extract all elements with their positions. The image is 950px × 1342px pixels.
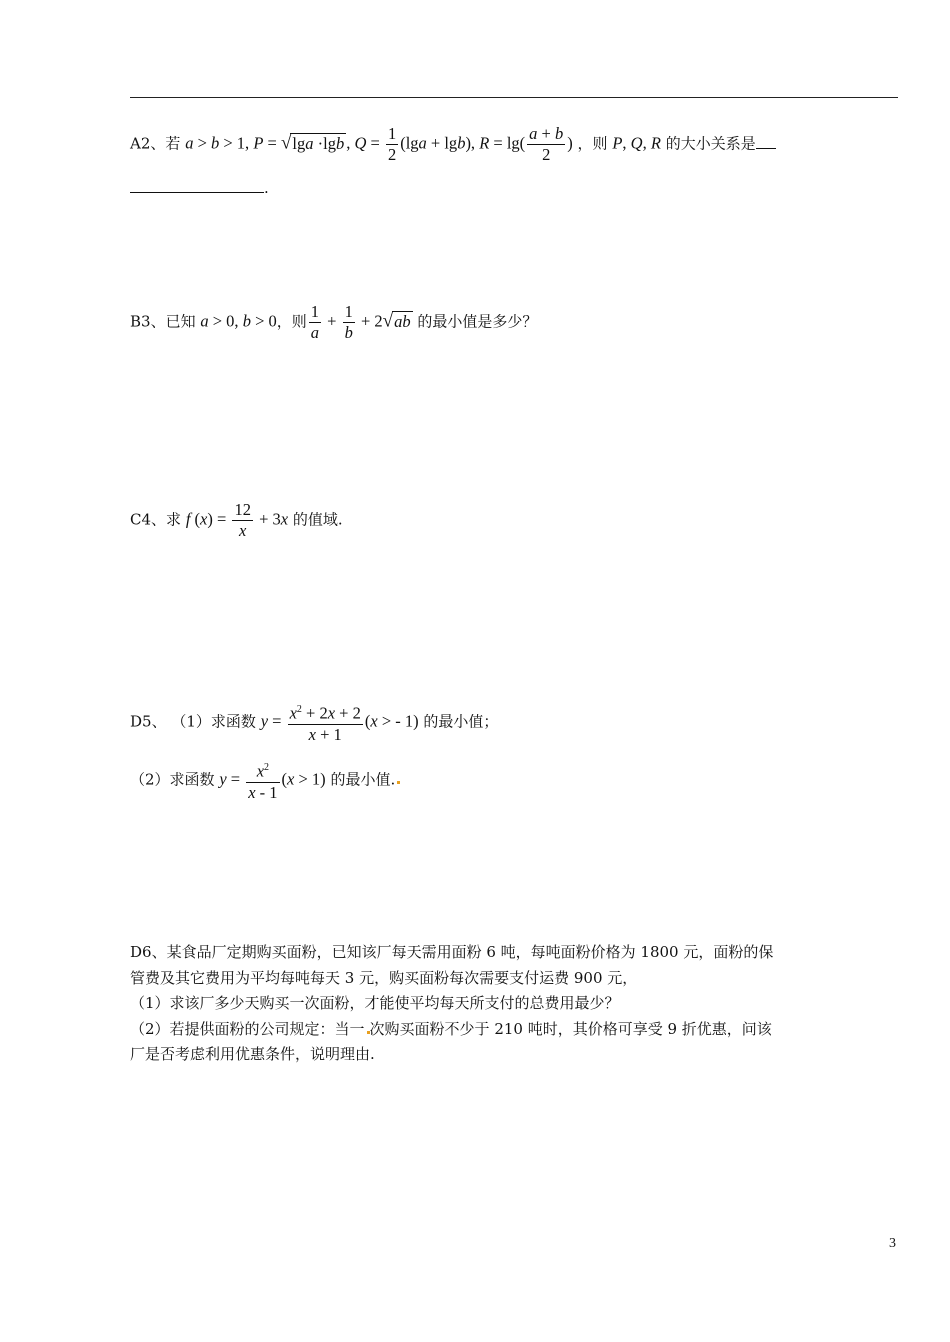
- a2-ruo: 若: [165, 134, 181, 153]
- d6-line4a: （2）若提供面粉的公司规定：当一: [130, 1019, 365, 1038]
- problem-a2: A2、若 a > b > 1, P = √lga ·lgb , Q = $\frac{1}{2}$ (lga + lgb), R = lg( $\frac{a + b}{2}$ ) ，则 P, Q, R 的大小关系是: [130, 124, 776, 165]
- d5-label: D5、: [130, 712, 167, 731]
- header-rule: [130, 97, 898, 98]
- a2-tail: ，则: [577, 134, 608, 153]
- d6-line3: （1）求该厂多少天购买一次面粉，才能使平均每天所支付的总费用最少？: [130, 994, 620, 1012]
- b3-label: B3、: [130, 312, 166, 331]
- d5-part2-prefix: （2）求函数: [130, 770, 215, 789]
- c4-qiu: 求: [166, 510, 182, 529]
- b3-frac-1a: $\frac{1}{a}$: [310, 302, 320, 342]
- a2-blank-2: [130, 192, 264, 193]
- a2-end: .: [264, 179, 269, 197]
- a2-condition: a: [185, 133, 194, 153]
- problem-b3: B3、已知 a > 0, b > 0，则 $\frac{1}{a}$ + $\frac{1}{b}$ + 2√ab 的最小值是多少？: [130, 302, 538, 342]
- d6-line4: [130, 1017, 898, 1043]
- a2-label: A2、: [130, 134, 166, 153]
- b3-tail: 的最小值是多少？: [417, 312, 538, 331]
- problem-d5-part1: D5、 （1）求函数 y = $\frac{x^2 + 2x + 2}{x + 1}$ (x > - 1) 的最小值；: [130, 700, 498, 745]
- d5-part1-prefix: （1）求函数: [171, 712, 256, 731]
- problem-d5-part2: （2）求函数 y = $\frac{x^2}{x - 1}$ (x > 1) 的最小值.: [130, 758, 400, 803]
- b3-ze: ，则: [276, 312, 307, 331]
- d6-line2: 管费及其它费用为平均每吨每天 3 元，购买面粉每次需要支付运费 900 元，: [130, 968, 638, 987]
- d6-line4b: 次购买面粉不少于 210 吨时，其价格可享受 9 折优惠，问该: [369, 1019, 772, 1038]
- d6-line1: D6、某食品厂定期购买面粉，已知该厂每天需用面粉 6 吨，每吨面粉价格为 1800 元，面粉的保: [130, 943, 774, 961]
- d5-part2-tail: 的最小值.: [330, 770, 396, 789]
- a2-blank-1: [756, 148, 776, 149]
- c4-label: C4、: [130, 510, 167, 529]
- a2-frac-half: $\frac{1}{2}$: [387, 124, 397, 164]
- c4-frac: $\frac{12}{x}$: [234, 500, 251, 540]
- marker-dot: [397, 781, 400, 784]
- d5-frac-1: $\frac{x^2 + 2x + 2}{x + 1}$: [288, 700, 363, 745]
- b3-frac-1b: $\frac{1}{b}$: [344, 302, 353, 342]
- d5-frac-2: $\frac{x^2}{x - 1}$: [246, 758, 279, 803]
- problem-a2-cont: [130, 178, 269, 198]
- problem-d6: [130, 940, 898, 1068]
- a2-frac-ab: $\frac{a + b}{2}$: [529, 124, 564, 164]
- problem-c4: C4、求 f (x) = $\frac{12}{x}$ + 3x 的值域.: [130, 500, 343, 540]
- c4-tail: 的值域.: [292, 510, 343, 529]
- a2-tail2: 的大小关系是: [665, 134, 756, 153]
- page-number: 3: [889, 1236, 896, 1251]
- b3-yizhi: 已知: [165, 312, 196, 331]
- d6-line5: 厂是否考虑利用优惠条件，说明理由.: [130, 1045, 375, 1063]
- d5-part1-tail: 的最小值；: [423, 712, 499, 731]
